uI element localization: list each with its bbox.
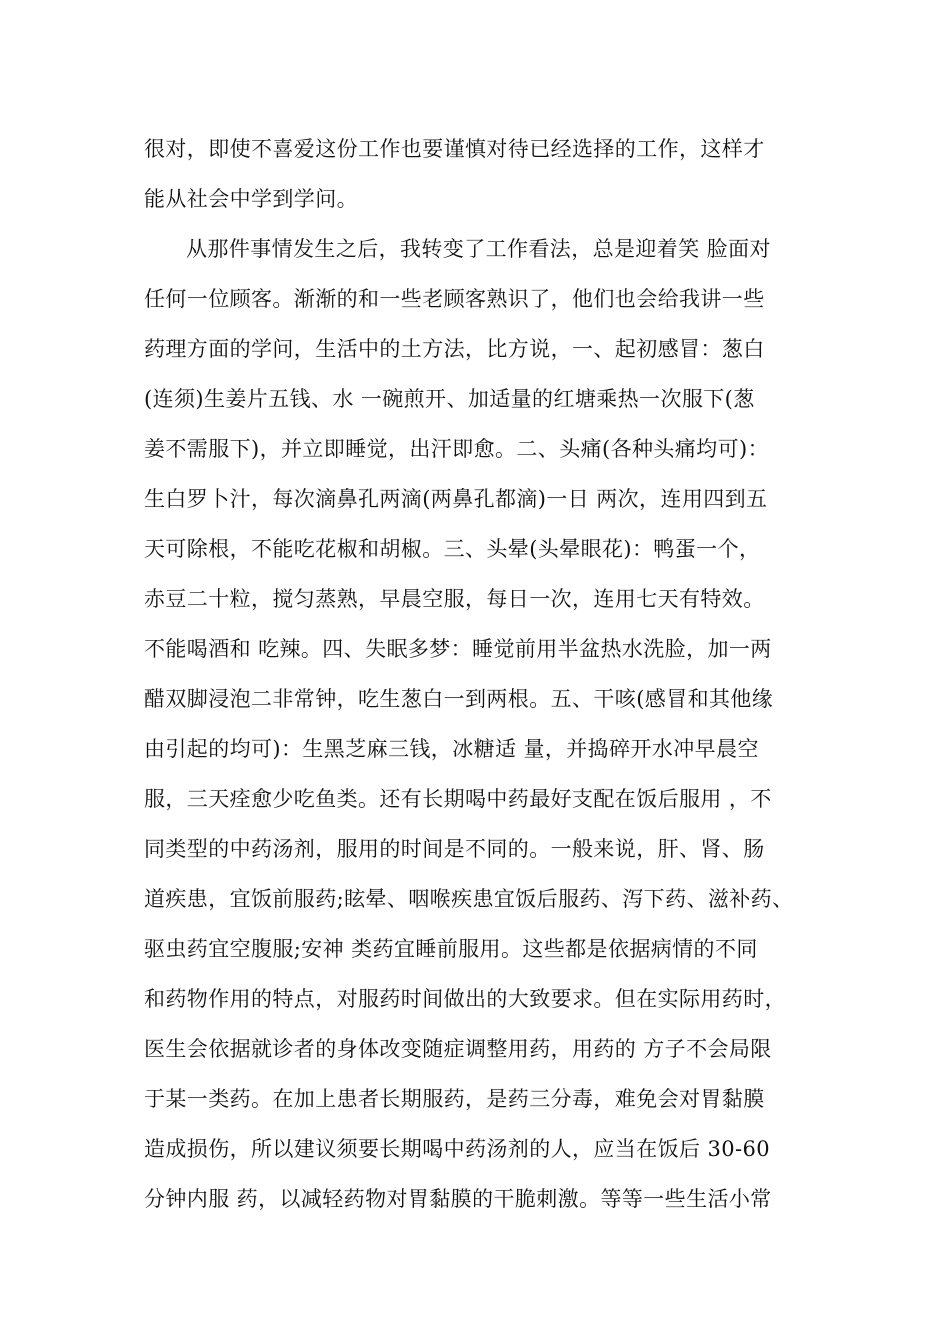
text-line: 同类型的中药汤剂，服用的时间是不同的。一般来说，肝、肾、肠	[144, 837, 765, 861]
text-line: 不能喝酒和 吃辣。四、失眠多梦：睡觉前用半盆热水洗脸，加一两	[144, 637, 772, 661]
text-line: 和药物作用的特点，对服药时间做出的大致要求。但在实际用药时，	[144, 987, 786, 1011]
paragraph-first-line: 从那件事情发生之后，我转变了工作看法，总是迎着笑 脸面对	[186, 237, 771, 261]
text-line: 任何一位顾客。渐渐的和一些老顾客熟识了，他们也会给我讲一些	[144, 287, 765, 311]
text-line: 生白罗卜汁，每次滴鼻孔两滴(两鼻孔都滴)一日 两次，连用四到五	[144, 487, 768, 511]
text-line: 天可除根，不能吃花椒和胡椒。三、头晕(头晕眼花)：鸭蛋一个，	[144, 537, 761, 561]
text-line: (连须)生姜片五钱、水 一碗煎开、加适量的红塘乘热一次服下(葱	[144, 387, 755, 411]
text-line: 医生会依据就诊者的身体改变随症调整用药，用药的 方子不会局限	[144, 1037, 772, 1061]
text-line: 造成损伤，所以建议须要长期喝中药汤剂的人，应当在饭后 30-60	[144, 1137, 771, 1161]
text-line: 道疾患，宜饭前服药;眩晕、咽喉疾患宜饭后服药、泻下药、滋补药、	[144, 887, 794, 911]
text-line: 很对，即使不喜爱这份工作也要谨慎对待已经选择的工作，这样才	[144, 137, 765, 161]
text-line: 分钟内服 药，以减轻药物对胃黏膜的干脆刺激。等等一些生活小常	[144, 1187, 772, 1211]
text-line: 服，三天痊愈少吃鱼类。还有长期喝中药最好支配在饭后服用 ，不	[144, 787, 772, 811]
text-line: 驱虫药宜空腹服;安神 类药宜睡前服用。这些都是依据病情的不同	[144, 937, 758, 961]
text-line: 赤豆二十粒，搅匀蒸熟，早晨空服，每日一次，连用七天有特效。	[144, 587, 765, 611]
text-line: 姜不需服下)，并立即睡觉，出汗即愈。二、头痛(各种头痛均可)：	[144, 437, 769, 461]
text-line: 能从社会中学到学问。	[144, 187, 358, 211]
text-line: 醋双脚浸泡二非常钟，吃生葱白一到两根。五、干咳(感冒和其他缘	[144, 687, 774, 711]
text-line: 于某一类药。在加上患者长期服药，是药三分毒，难免会对胃黏膜	[144, 1087, 765, 1111]
text-line: 药理方面的学问，生活中的土方法，比方说，一、起初感冒：葱白	[144, 337, 765, 361]
text-line: 由引起的均可)：生黑芝麻三钱，冰糖适 量，并捣碎开水冲早晨空	[144, 737, 759, 761]
